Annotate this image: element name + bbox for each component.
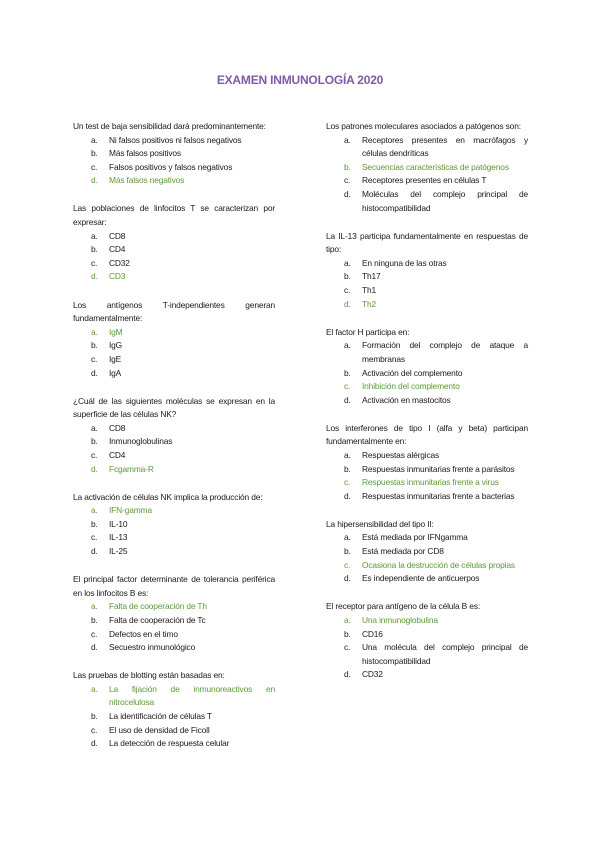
option-text: Más falsos negativos [109,175,185,186]
option [73,435,275,449]
option-text: Fcgamma-R [109,463,154,474]
option [326,668,528,682]
question [326,230,528,312]
option-text: Inmunoglobulinas [109,436,173,447]
option-text: Secuencias características de patógenos [362,161,509,172]
option-text: Una molécula del complejo principal de histocompatibilidad [362,642,528,666]
option-letter: c. [344,642,351,653]
question [326,326,528,408]
option-text: El uso de densidad de Ficoll [109,724,210,735]
question-text: La IL-13 participa fundamentalmente en respuestas de tipo: [326,230,528,255]
option-text: IL-25 [109,546,128,557]
option-letter: b. [91,518,98,529]
option-letter: a. [91,230,98,241]
option [326,339,528,366]
option-text: CD8 [109,230,126,241]
option-letter: b. [344,546,351,557]
option [326,545,528,559]
option-text: CD8 [109,422,126,433]
option-text: Receptores presentes en células T [362,175,487,186]
option-text: La detección de respuesta celular [109,738,230,749]
question-text: Los antígenos T-independientes generan fundamentalmente: [73,299,275,324]
option-letter: c. [91,257,98,268]
option-letter: a. [344,532,351,543]
option-text: Secuestro inmunológico [109,642,196,653]
option-text: Falta de cooperación de Th [109,601,207,612]
option [73,614,275,628]
question [73,202,275,284]
option-letter: c. [344,559,351,570]
question [326,518,528,586]
option-letter: c. [344,477,351,488]
option-letter: c. [91,353,98,364]
question [73,299,275,381]
option [326,572,528,586]
option [73,641,275,655]
option-letter: d. [344,188,351,199]
option-letter: a. [344,614,351,625]
option-text: IFN-gamma [109,505,152,516]
option [73,134,275,148]
option-letter: c. [344,381,351,392]
option-text: CD3 [109,271,126,282]
option-letter: a. [344,449,351,460]
option-letter: c. [91,449,98,460]
option-text: En ninguna de las otras [362,257,447,268]
question [73,395,275,477]
option-text: Está mediada por CD8 [362,546,444,557]
option-text: IgM [109,326,123,337]
option-text: Th1 [362,285,376,296]
option [326,284,528,298]
question-text: Las poblaciones de linfocitos T se caracterizan por expresar: [73,203,275,228]
option-letter: c. [344,175,351,186]
question-text: Las pruebas de blotting están basadas en: [73,670,225,681]
question [73,120,275,188]
option [73,353,275,367]
option-letter: a. [91,683,98,694]
option-text: Falsos positivos y falsos negativos [109,161,233,172]
option-correct [73,600,275,614]
option-text: CD16 [362,628,383,639]
option [326,270,528,284]
option [73,367,275,381]
option-correct [73,174,275,188]
option [73,147,275,161]
question-text: El factor H participa en: [326,326,410,337]
right-column [326,120,528,696]
option-letter: d. [91,271,98,282]
option-letter: b. [344,367,351,378]
option-letter: d. [344,298,351,309]
option-letter: c. [91,161,98,172]
option-letter: d. [344,669,351,680]
option-letter: b. [344,628,351,639]
option-letter: b. [91,614,98,625]
option-letter: d. [91,463,98,474]
option-text: IgA [109,367,122,378]
option [326,531,528,545]
question-text: Un test de baja sensibilidad dará predominantemente: [73,121,266,131]
option-letter: d. [344,573,351,584]
option-text: CD4 [109,244,126,255]
option [326,490,528,504]
option-text: Ocasiona la destrucción de células propias [362,559,515,570]
option [73,422,275,436]
option-letter: d. [91,642,98,653]
option-text: Está mediada por IFNgamma [362,532,468,543]
option [326,394,528,408]
option [73,518,275,532]
option-correct [73,504,275,518]
option-text: Receptores presentes en macrófagos y células dendríticas [362,134,528,159]
option-letter: d. [91,367,98,378]
option-correct [326,380,528,394]
option-text: IgE [109,353,122,364]
option-text: CD32 [362,669,383,680]
option [73,628,275,642]
option-letter: b. [91,244,98,255]
option [73,257,275,271]
option-correct [326,476,528,490]
option [73,531,275,545]
option-text: Respuestas inmunitarias frente a bacterias [362,490,515,501]
option [73,339,275,353]
option-correct [326,559,528,573]
option-letter: b. [91,436,98,447]
option [326,463,528,477]
left-column [73,120,275,765]
option [73,449,275,463]
option-text: Una inmunoglobulina [362,614,438,625]
option [326,641,528,668]
page-title: EXAMEN INMUNOLOGÍA 2020 [216,73,384,87]
option-correct [326,161,528,175]
option-text: Th17 [362,271,381,282]
question-text: El receptor para antígeno de la célula B es: [326,601,481,612]
question-text: La hipersensibilidad del tipo II: [326,518,434,529]
option-letter: a. [344,257,351,268]
question [73,573,275,655]
option-text: Activación del complemento [362,367,463,378]
option-letter: b. [344,161,351,172]
option [73,545,275,559]
option [326,449,528,463]
question-text: La activación de células NK implica la producción de: [73,491,263,502]
option-letter: a. [91,134,98,145]
option-letter: a. [344,340,351,351]
option-text: La identificación de células T [109,710,212,721]
option-letter: a. [91,326,98,337]
option-letter: a. [91,422,98,433]
question [73,491,275,559]
option [73,724,275,738]
option [326,257,528,271]
option [326,174,528,188]
option-text: Moléculas del complejo principal de histocompatibilidad [362,188,528,213]
option-text: La fijación de inmunoreactivos en nitrocelulosa [109,683,275,708]
option-text: Respuestas inmunitarias frente a parásitos [362,463,515,474]
option-text: Respuestas inmunitarias frente a virus [362,477,499,488]
option-text: Falta de cooperación de Tc [109,614,206,625]
option-text: Th2 [362,298,376,309]
option-text: Ni falsos positivos ni falsos negativos [109,134,242,145]
option-letter: a. [344,134,351,145]
option-letter: d. [344,490,351,501]
question-text: Los patrones moleculares asociados a patógenos son: [326,121,521,131]
option-letter: d. [344,394,351,405]
question [326,120,528,215]
option [326,134,528,161]
option-letter: b. [91,340,98,351]
option-letter: d. [91,175,98,186]
option [73,243,275,257]
option-letter: a. [91,505,98,516]
option-correct [73,326,275,340]
option [73,161,275,175]
option-text: CD4 [109,449,126,460]
option-letter: b. [344,271,351,282]
option-text: Respuestas alérgicas [362,449,440,460]
option-text: Más falsos positivos [109,148,181,159]
question-text: ¿Cuál de las siguientes moléculas se expresan en la superficie de las células NK? [73,395,275,420]
option-letter: b. [344,463,351,474]
option-text: IgG [109,340,123,351]
option-text: Activación en mastocitos [362,394,451,405]
option [326,628,528,642]
option [73,737,275,751]
option-letter: a. [91,601,98,612]
option-text: Formación del complejo de ataque a membranas [362,340,528,364]
option-correct [73,683,275,710]
option [326,188,528,215]
option-letter: c. [91,628,98,639]
option-correct [326,298,528,312]
option-text: IL-13 [109,532,128,543]
option-text: Inhibición del complemento [362,381,460,392]
option-correct [326,614,528,628]
option-letter: b. [91,148,98,159]
question [326,422,528,504]
option-text: Es independiente de anticuerpos [362,573,480,584]
option [73,230,275,244]
option-text: Defectos en el timo [109,628,178,639]
option [326,367,528,381]
option-correct [73,270,275,284]
option-correct [73,463,275,477]
option-letter: d. [91,738,98,749]
option-letter: c. [344,285,351,296]
option [73,710,275,724]
question [326,600,528,682]
option-letter: d. [91,546,98,557]
option-letter: c. [91,532,98,543]
question-text: El principal factor determinante de tolerancia periférica en los linfocitos B es: [73,574,275,598]
question [73,669,275,751]
option-letter: b. [91,710,98,721]
option-text: IL-10 [109,518,128,529]
option-letter: c. [91,724,98,735]
question-text: Los interferones de tipo I (alfa y beta) participan fundamentalmente en: [326,422,528,447]
option-text: CD32 [109,257,130,268]
